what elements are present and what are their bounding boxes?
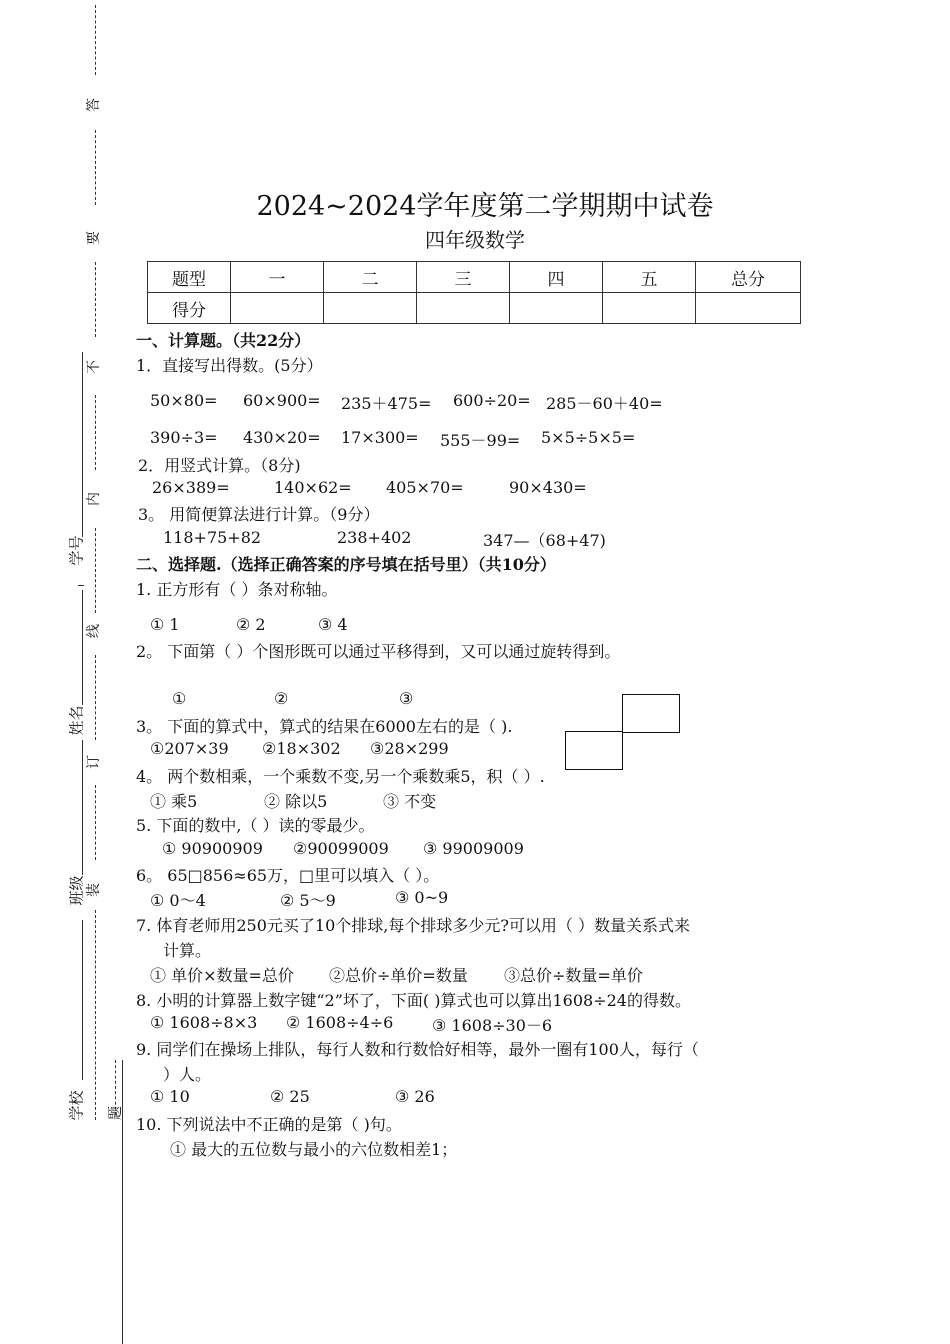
s2-q8-option[interactable]: ② 1608÷4÷6 <box>286 1013 394 1032</box>
s2-q5-option[interactable]: ②90099009 <box>293 839 389 858</box>
s1-q1-label: 1．直接写出得数。(5分） <box>136 356 323 375</box>
score-header-cell: 四 <box>510 262 603 293</box>
s2-q7-text-cont: 计算。 <box>163 941 212 960</box>
s1-q1-item: 430×20= <box>243 428 321 447</box>
score-header-cell: 二 <box>324 262 417 293</box>
s2-q3-option[interactable]: ③28×299 <box>370 739 449 758</box>
class-blank <box>82 740 83 875</box>
score-cell[interactable] <box>324 293 417 324</box>
margin-dash-line <box>95 528 96 613</box>
s2-q3-text: 3。 下面的算式中，算式的结果在6000左右的是（ ). <box>136 717 513 736</box>
margin-dash-line <box>95 655 96 740</box>
margin-dash-line <box>95 262 96 337</box>
school-label: 学校 <box>67 1090 86 1121</box>
s2-q9-option[interactable]: ① 10 <box>150 1087 190 1106</box>
s2-q8-text: 8. 小明的计算器上数字键“2”坏了，下面( )算式也可以算出1608÷24的得数。 <box>136 991 691 1010</box>
s2-q6-option[interactable]: ② 5～9 <box>280 891 336 910</box>
s1-q2-item: 26×389= <box>152 478 230 497</box>
s2-q9-option[interactable]: ③ 26 <box>395 1087 435 1106</box>
s1-q1-item: 235＋475= <box>341 394 432 413</box>
margin-dash-line <box>95 785 96 860</box>
score-cell[interactable] <box>603 293 696 324</box>
score-table-row <box>148 293 801 324</box>
s2-q5-text: 5. 下面的数中,（ ）读的零最少。 <box>136 816 375 835</box>
margin-dash-line <box>95 910 96 1120</box>
exam-subtitle: 四年级数学 <box>425 228 525 252</box>
field-divider <box>78 585 84 586</box>
s2-q7-option[interactable]: ②总价÷单价=数量 <box>329 966 468 985</box>
student-id-label: 学号 <box>67 535 86 566</box>
score-table <box>147 261 801 324</box>
margin-char-nei: 内 <box>86 492 102 506</box>
s1-q1-item: 285－60＋40= <box>546 394 663 413</box>
s1-q2-item: 140×62= <box>274 478 352 497</box>
s1-q1-item: 60×900= <box>243 391 321 410</box>
s1-q1-item: 17×300= <box>341 428 419 447</box>
s2-q6-option[interactable]: ① 0～4 <box>150 891 206 910</box>
s2-q8-option[interactable]: ① 1608÷8×3 <box>150 1013 258 1032</box>
s2-q3-option[interactable]: ①207×39 <box>150 739 229 758</box>
margin-char-bu: 不 <box>86 360 102 374</box>
margin-dash-line <box>95 5 96 75</box>
exam-title: 2024~2024学年度第二学期期中试卷 <box>256 191 714 222</box>
s2-q1-option[interactable]: ② 2 <box>236 615 266 634</box>
margin-dash-line <box>95 395 96 470</box>
s1-q3-item: 118+75+82 <box>163 528 262 547</box>
s1-q2-label: 2．用竖式计算。（8分) <box>138 456 301 475</box>
margin-border-line <box>122 1060 123 1344</box>
margin-char-yao: 要 <box>86 231 102 245</box>
name-label: 姓名 <box>67 705 86 736</box>
s1-q1-item: 50×80= <box>150 391 218 410</box>
school-blank <box>82 920 83 1080</box>
figure-rectangle <box>622 694 680 733</box>
s2-q5-option[interactable]: ① 90900909 <box>162 839 263 858</box>
margin-char-ti: 题 <box>108 1106 124 1120</box>
score-header-cell: 总分 <box>696 262 801 293</box>
s2-q7-option[interactable]: ① 单价×数量=总价 <box>150 966 294 985</box>
score-header-cell: 题型 <box>148 262 231 293</box>
section1-heading: 一、计算题。（共22分） <box>136 331 311 350</box>
score-row-label: 得分 <box>148 293 231 324</box>
s2-q1-option[interactable]: ① 1 <box>150 615 180 634</box>
score-table-header-row <box>148 262 801 293</box>
s1-q1-item: 600÷20= <box>453 391 531 410</box>
s1-q2-item: 90×430= <box>509 478 587 497</box>
s2-q6-text: 6。 65□856≈65万，□里可以填入（ ）。 <box>136 866 440 885</box>
s2-q1-option[interactable]: ③ 4 <box>318 615 348 634</box>
s2-q3-option[interactable]: ②18×302 <box>262 739 341 758</box>
score-cell[interactable] <box>696 293 801 324</box>
s2-q2-text: 2。 下面第（ ）个图形既可以通过平移得到，又可以通过旋转得到。 <box>136 642 621 661</box>
margin-char-ding: 订 <box>86 755 102 769</box>
s1-q1-item: 5×5÷5×5= <box>541 428 636 447</box>
s1-q2-item: 405×70= <box>386 478 464 497</box>
margin-char-zhuang: 装 <box>86 883 102 897</box>
s1-q1-item: 390÷3= <box>150 428 218 447</box>
s1-q1-item: 555－99= <box>440 431 521 450</box>
student-id-blank <box>82 352 83 537</box>
s2-q4-option[interactable]: ① 乘5 <box>150 792 198 811</box>
s2-q8-option[interactable]: ③ 1608÷30－6 <box>432 1016 553 1035</box>
score-header-cell: 五 <box>603 262 696 293</box>
score-cell[interactable] <box>417 293 510 324</box>
score-cell[interactable] <box>231 293 324 324</box>
s2-q2-option[interactable]: ③ <box>399 689 414 708</box>
s2-q10-text: 10. 下列说法中不正确的是第（ )句。 <box>136 1115 402 1134</box>
class-label: 班级 <box>67 875 86 906</box>
s2-q2-option[interactable]: ② <box>274 689 289 708</box>
score-header-cell: 三 <box>417 262 510 293</box>
name-blank <box>82 590 83 705</box>
s2-q7-text: 7. 体育老师用250元买了10个排球,每个排球多少元?可以用（ ）数量关系式来 <box>136 916 691 935</box>
s2-q1-text: 1. 正方形有（ ）条对称轴。 <box>136 580 338 599</box>
s2-q6-option[interactable]: ③ 0~9 <box>395 888 449 907</box>
score-header-cell: 一 <box>231 262 324 293</box>
s2-q10-item: ① 最大的五位数与最小的六位数相差1； <box>170 1140 458 1159</box>
s2-q2-option[interactable]: ① <box>172 689 187 708</box>
margin-char-xian: 线 <box>86 624 102 638</box>
s2-q9-option[interactable]: ② 25 <box>270 1087 310 1106</box>
s2-q4-option[interactable]: ② 除以5 <box>264 792 328 811</box>
s2-q4-text: 4。 两个数相乘，一个乘数不变,另一个乘数乘5，积（ ）. <box>136 767 545 786</box>
s2-q7-option[interactable]: ③总价÷数量=单价 <box>504 966 643 985</box>
s1-q3-item: 347—（68+47) <box>483 531 606 550</box>
s1-q3-label: 3。 用简便算法进行计算。（9分） <box>138 505 380 524</box>
score-cell[interactable] <box>510 293 603 324</box>
s2-q9-text-cont: ）人。 <box>163 1065 212 1084</box>
s2-q5-option[interactable]: ③ 99009009 <box>423 839 524 858</box>
s2-q9-text: 9. 同学们在操场上排队，每行人数和行数恰好相等，最外一圈有100人，每行（ <box>136 1040 699 1059</box>
section2-heading: 二、选择题.（选择正确答案的序号填在括号里）（共10分） <box>136 555 556 574</box>
s1-q3-item: 238+402 <box>337 528 412 547</box>
s2-q4-option[interactable]: ③ 不变 <box>383 792 437 811</box>
margin-char-da: 答 <box>86 98 102 112</box>
figure-rectangle <box>565 731 623 770</box>
